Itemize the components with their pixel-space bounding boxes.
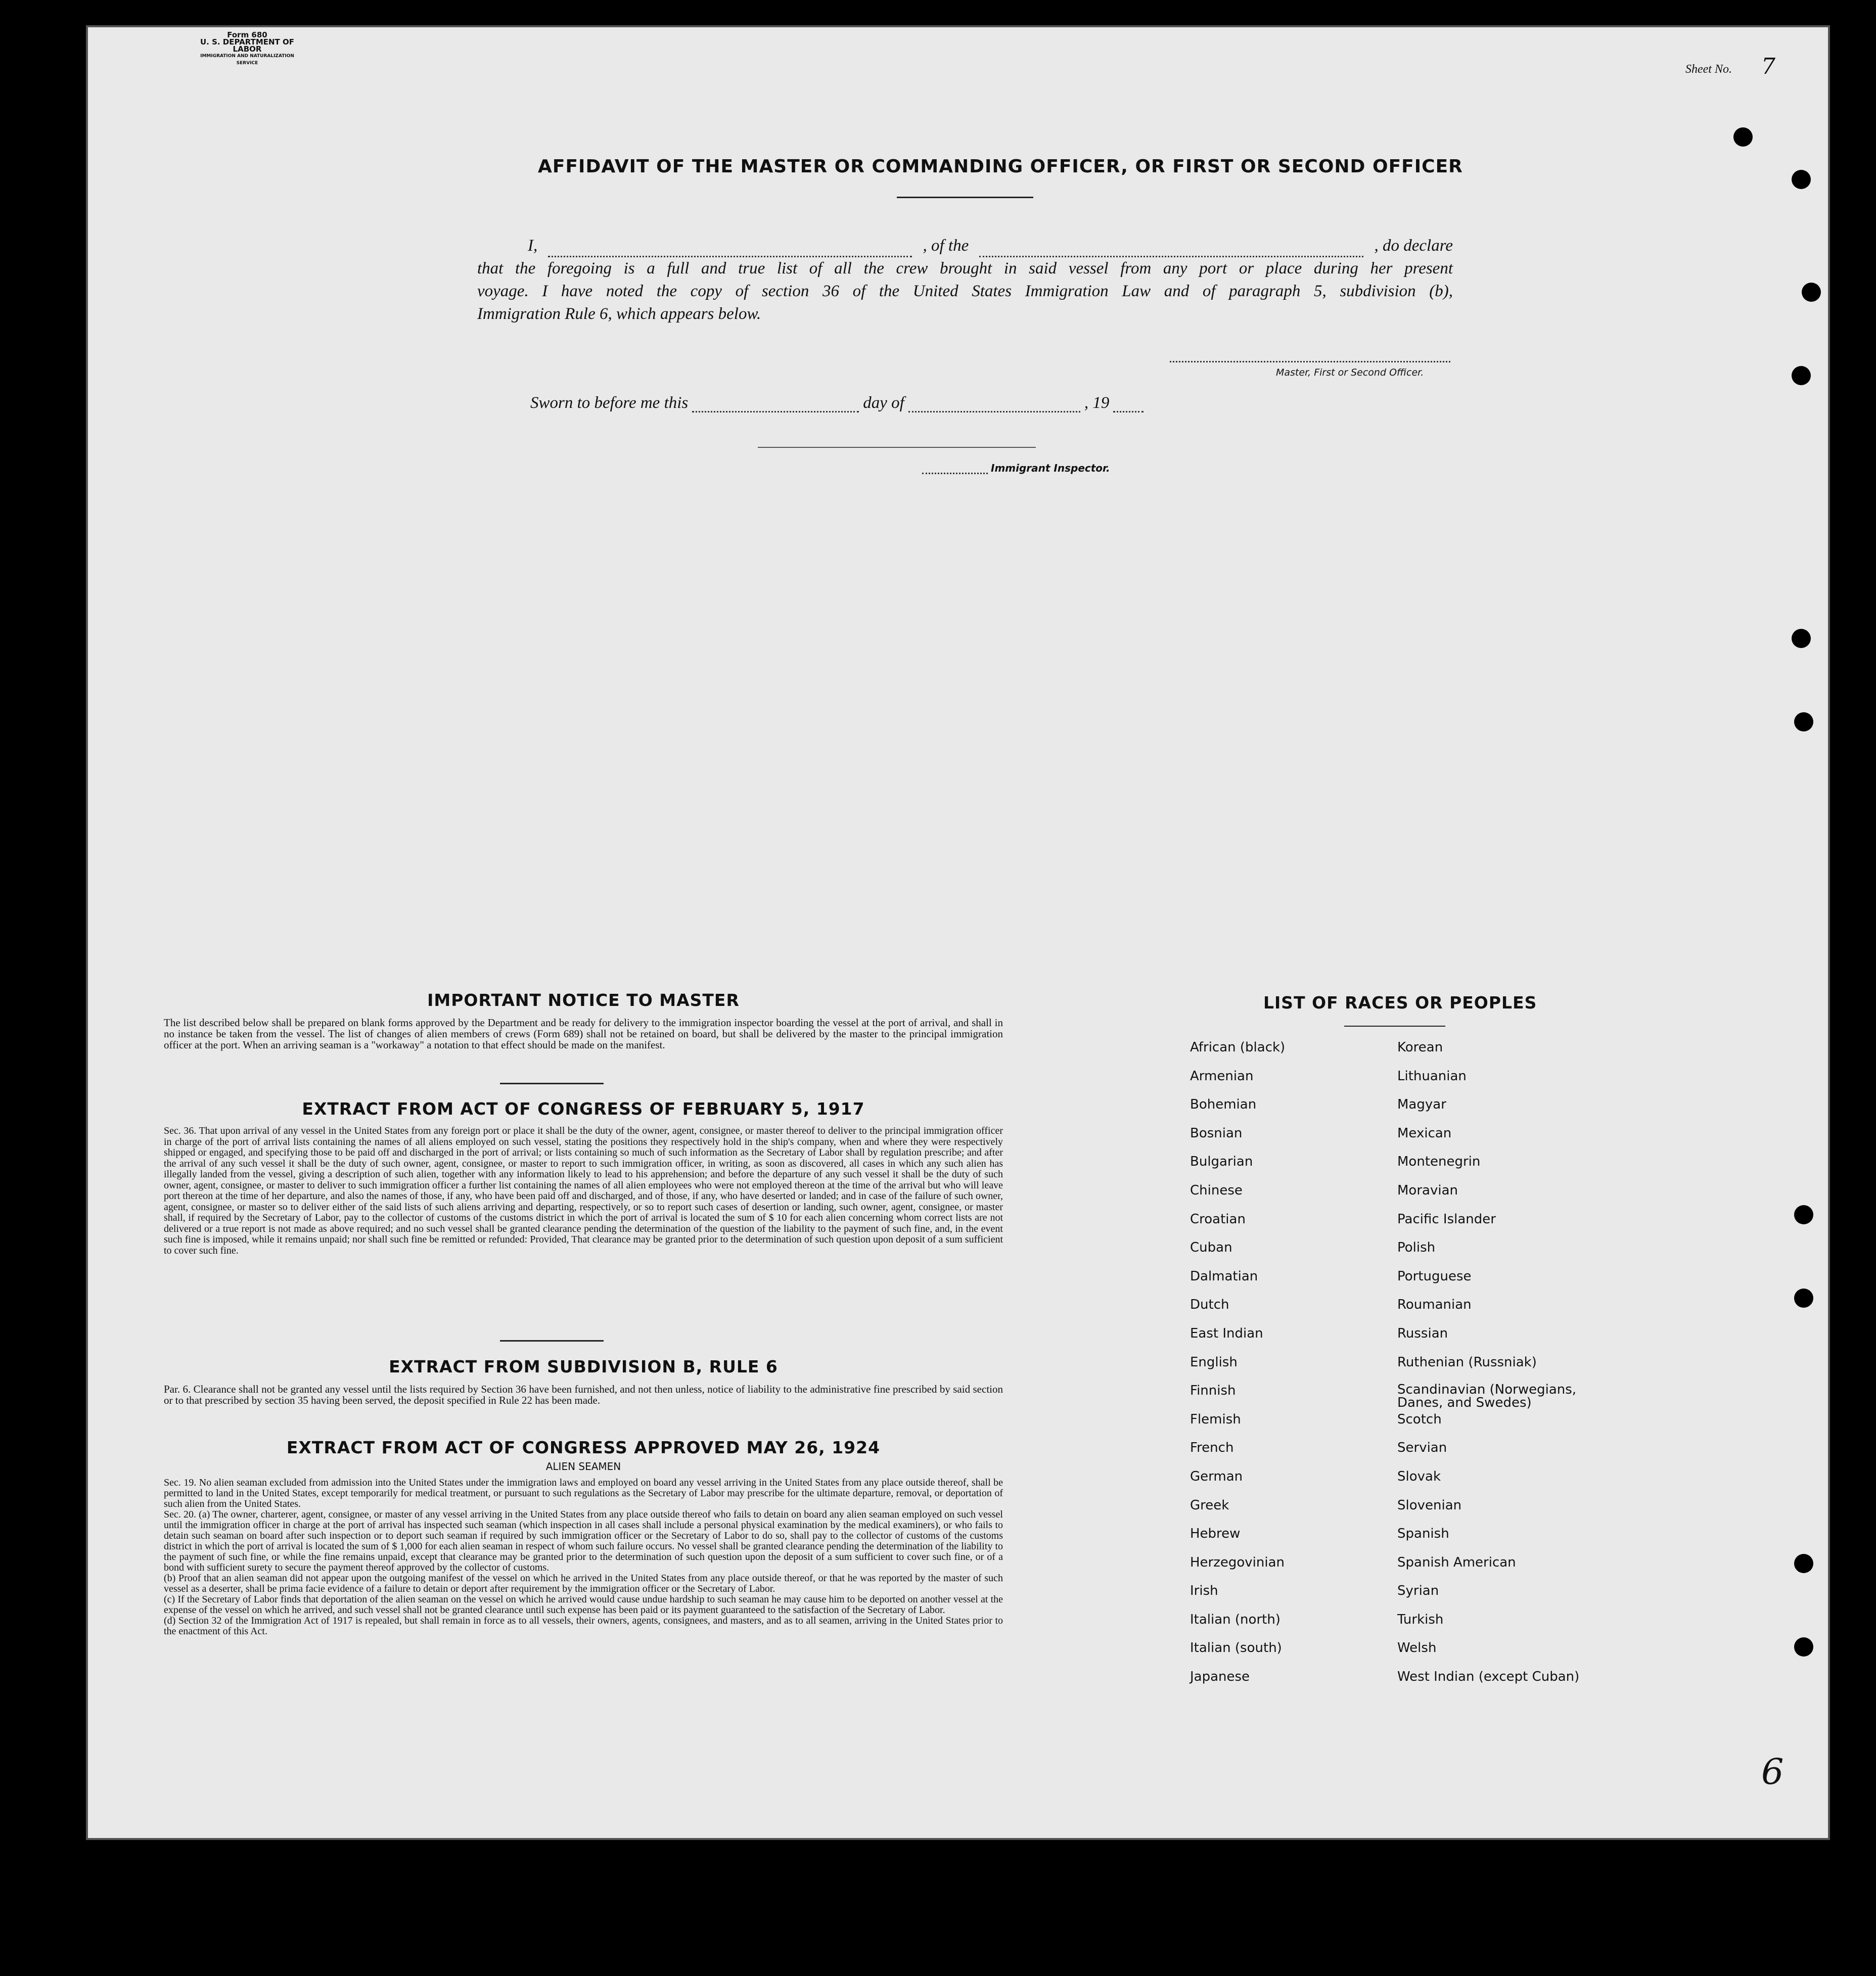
race-entry: East Indian	[1190, 1325, 1263, 1341]
race-row	[1190, 1412, 1589, 1441]
race-entry: Slovenian	[1397, 1497, 1462, 1513]
race-entry: Scotch	[1397, 1411, 1442, 1427]
race-entry: Bohemian	[1190, 1097, 1257, 1113]
race-entry: Italian (south)	[1190, 1640, 1282, 1656]
form-sheet	[86, 25, 1830, 1840]
sworn-month-field[interactable]	[908, 411, 1080, 412]
race-entry: Chinese	[1190, 1182, 1243, 1198]
race-entry: Ruthenian (Russniak)	[1397, 1354, 1537, 1370]
race-entry: Korean	[1397, 1040, 1443, 1055]
section-20a: Sec. 20. (a) The owner, charterer, agent, consignee, or master of any vessel arriving in the United States from any place outside thereof who fails to detain on board any alien seaman employed on such vessel until the immigration officer in charge at the port of arrival has inspected such seaman (which inspection in all cases shall include a personal physical examination by the medical examiners), or who fails to detain such seaman on board after such inspection or to deport such seaman if required by such immigration officer or the Secretary of Labor to do so, shall pay to the collector of customs of the customs district in which the port of arrival is located the sum of $ 1,000 for each alien seaman in respect of whom such failure occurs. No vessel shall be granted clearance pending the determination of the liability to the payment of such fine, or while the fine remains unpaid, except that clearance may be granted prior to the determination of such question upon the deposit of a sum sufficient to cover such fine, or of a bond with sufficient surety to secure the payment thereof approved by the collector of customs.	[164, 1509, 1003, 1573]
divider	[500, 1083, 604, 1084]
race-entry: West Indian (except Cuban)	[1397, 1669, 1580, 1685]
race-row	[1190, 1440, 1589, 1469]
race-entry: Moravian	[1397, 1182, 1458, 1198]
race-row	[1190, 1269, 1589, 1298]
extract-rule6-section	[164, 1357, 1003, 1406]
binder-hole-icon	[1794, 1205, 1813, 1224]
race-entry: Cuban	[1190, 1240, 1232, 1256]
race-entry: Montenegrin	[1397, 1154, 1481, 1170]
binder-hole-icon	[1794, 1554, 1813, 1573]
title-divider	[897, 197, 1033, 198]
declare-label: , do declare	[1374, 237, 1453, 255]
race-row	[1190, 1097, 1589, 1126]
race-entry: African (black)	[1190, 1040, 1286, 1055]
sworn-day-field[interactable]	[692, 411, 859, 412]
extract-1917-body: Sec. 36. That upon arrival of any vessel in the United States from any foreign port or place it shall be the duty of the owner, agent, consignee, or master thereof to deliver to the principal immigration officer in charge of the port of arrival lists containing the names of all aliens employed on such vessel, stating the positions they respectively hold in the ship's company, when and where they were respectively shipped or engaged, and specifying those to be paid off and discharged in the port of arrival; or lists containing so much of such information as the Secretary of Labor shall by regulation prescribe; and after the arrival of any such vessel it shall be the duty of such owner, agent, consignee, or master to report to such immigration officer, in writing, as soon as discovered, all cases in which any such alien has illegally landed from the vessel, giving a description of such alien, together with any information likely to lead to his apprehension; and before the departure of any such vessel it shall be the duty of such owner, agent, consignee, or master to deliver to such immigration officer a further list containing the names of all alien employees who were not employed thereon at the time of the arrival but who will leave port thereon at the time of her departure, and also the names of those, if any, who have been paid off and discharged, and of those, if any, who have deserted or landed; and in case of the failure of such owner, agent, consignee, or master so to deliver either of the said lists of such aliens arriving and departing, respectively, or so to report such cases of desertion or landing, such owner, agent, consignee, or master shall, if required by the Secretary of Labor, pay to the collector of customs of the customs district in which the port of arrival is located the sum of $ 10 for each alien concerning whom correct lists are not delivered or a true report is not made as above required; and no such vessel shall be granted clearance pending the determination of the question of the liability to the payment of such fine, and, in the event such fine is imposed, while it remains unpaid; nor shall such fine be remitted or refunded: Provided, That clearance may be granted prior to the determination of such question upon deposit of a sum sufficient to cover such fine.	[164, 1125, 1003, 1256]
race-entry: Japanese	[1190, 1669, 1250, 1685]
binder-hole-icon	[1794, 1637, 1813, 1657]
race-row	[1190, 1040, 1589, 1069]
sheet-number-handwritten: 7	[1761, 54, 1775, 79]
race-entry: Italian (north)	[1190, 1612, 1280, 1627]
affidavit-statement	[477, 235, 1453, 326]
race-entry: Herzegovinian	[1190, 1554, 1285, 1570]
statement-line-3: voyage. I have noted the copy of section 36 of the United States Immigration Law and of paragraph 5, subdivision (b),	[477, 282, 1453, 300]
divider	[500, 1340, 604, 1342]
extract-1917-section	[164, 1099, 1003, 1256]
race-row	[1190, 1612, 1589, 1641]
race-entry: Dutch	[1190, 1297, 1229, 1313]
race-entry: Greek	[1190, 1497, 1229, 1513]
sworn-year-field[interactable]	[1113, 411, 1143, 412]
race-entry: Flemish	[1190, 1411, 1241, 1427]
notice-title: IMPORTANT NOTICE TO MASTER	[427, 990, 740, 1010]
binder-hole-icon	[1802, 283, 1821, 302]
day-of-label: day of	[863, 394, 904, 412]
race-entry: Bosnian	[1190, 1125, 1243, 1141]
officer-signature-label: Master, First or Second Officer.	[1276, 367, 1424, 378]
race-row	[1190, 1297, 1589, 1326]
race-entry: Bulgarian	[1190, 1154, 1253, 1170]
race-row	[1190, 1355, 1589, 1384]
race-row	[1190, 1126, 1589, 1155]
affidavit-title: AFFIDAVIT OF THE MASTER OR COMMANDING OFFICER, OR FIRST OR SECOND OFFICER	[538, 156, 1463, 177]
race-entry: German	[1190, 1468, 1243, 1484]
race-entry: Polish	[1397, 1240, 1436, 1256]
binder-hole-icon	[1733, 127, 1753, 147]
inspector-name-field[interactable]	[922, 473, 988, 474]
race-entry: Spanish	[1397, 1526, 1449, 1542]
race-entry: Mexican	[1397, 1125, 1452, 1141]
race-row	[1190, 1183, 1589, 1212]
extract-rule6-title: EXTRACT FROM SUBDIVISION B, RULE 6	[389, 1357, 778, 1376]
race-entry: Turkish	[1397, 1612, 1444, 1627]
races-table	[1190, 1040, 1589, 1698]
race-entry: Scandinavian (Norwegians, Danes, and Swedes)	[1397, 1382, 1577, 1411]
race-row	[1190, 1498, 1589, 1527]
race-row	[1190, 1469, 1589, 1498]
race-entry: Finnish	[1190, 1383, 1236, 1399]
statement-line-2: that the foregoing is a full and true list of all the crew brought in said vessel from any port or place during her present	[477, 259, 1453, 278]
statement-line-4: Immigration Rule 6, which appears below.	[477, 305, 761, 323]
service-name: IMMIGRATION AND NATURALIZATION SERVICE	[200, 54, 294, 66]
form-header	[197, 31, 298, 67]
race-entry: Spanish American	[1397, 1554, 1516, 1570]
section-20d: (d) Section 32 of the Immigration Act of 1917 is repealed, but shall remain in force as to all vessels, their owners, agents, consignees, and masters, and as to all seamen, arriving in the United States prior to the enactment of this Act.	[164, 1615, 1003, 1637]
race-entry: Pacific Islander	[1397, 1211, 1496, 1227]
affiant-prefix: I,	[528, 237, 538, 255]
section-20c: (c) If the Secretary of Labor finds that deportation of the alien seaman on the vessel on which he arrived would cause undue hardship to such seaman he may cause him to be deported on another vessel at the expense of the vessel on which he arrived, and such vessel shall not be granted clearance until such expense has been paid or its payment guaranteed to the satisfaction of the Secretary of Labor.	[164, 1594, 1003, 1616]
inspector-label: Immigrant Inspector.	[991, 462, 1110, 474]
race-entry: Croatian	[1190, 1211, 1246, 1227]
binder-hole-icon	[1792, 170, 1811, 189]
extract-rule6-body: Par. 6. Clearance shall not be granted any vessel until the lists required by Section 36 have been furnished, and not then unless, notice of liability to the administrative fine prescribed by said section or to that prescribed by section 35 having been served, the deposit specified in Rule 22 has been made.	[164, 1383, 1003, 1406]
extract-1924-subtitle: ALIEN SEAMEN	[545, 1460, 621, 1473]
race-row	[1190, 1212, 1589, 1240]
notice-section	[164, 990, 1003, 1050]
extract-1924-title: EXTRACT FROM ACT OF CONGRESS APPROVED MAY 26, 1924	[286, 1438, 881, 1457]
races-title: LIST OF RACES OR PEOPLES	[1263, 993, 1537, 1013]
race-entry: Magyar	[1397, 1097, 1446, 1113]
inspector-signature-line[interactable]	[758, 447, 1036, 448]
race-row	[1190, 1240, 1589, 1269]
sworn-label: Sworn to before me this	[530, 394, 689, 412]
affiant-name-field[interactable]	[548, 235, 912, 257]
race-entry: Portuguese	[1397, 1268, 1472, 1284]
race-row	[1190, 1154, 1589, 1183]
race-entry: Servian	[1397, 1440, 1447, 1456]
race-entry: Russian	[1397, 1325, 1448, 1341]
binder-hole-icon	[1792, 366, 1811, 385]
binder-hole-icon	[1792, 629, 1811, 648]
handwritten-mark: 6	[1761, 1751, 1784, 1793]
race-row	[1190, 1555, 1589, 1584]
race-entry: Slovak	[1397, 1468, 1441, 1484]
race-entry: Hebrew	[1190, 1526, 1241, 1542]
race-row	[1190, 1069, 1589, 1097]
race-entry: Armenian	[1190, 1068, 1254, 1084]
race-entry: Irish	[1190, 1583, 1218, 1599]
form-number: Form 680	[227, 30, 267, 39]
department-name: U. S. DEPARTMENT OF LABOR	[200, 37, 295, 54]
notice-body: The list described below shall be prepared on blank forms approved by the Department and be ready for delivery to the immigration inspector boarding the vessel at the port of arrival, and shall in no instance be taken from the vessel. The list of changes of alien members of crews (Form 689) shall not be retained on board, but shall be delivered by the master to the principal immigration officer at the port. When an arriving seaman is a "workaway" a notation to that effect should be made on the manifest.	[164, 1017, 1003, 1051]
sheet-number-label: Sheet No.	[1685, 63, 1732, 76]
race-entry: Lithuanian	[1397, 1068, 1467, 1084]
officer-signature-line[interactable]	[1170, 361, 1450, 362]
sworn-line	[530, 394, 1143, 412]
race-entry: French	[1190, 1440, 1234, 1456]
race-row	[1190, 1583, 1589, 1612]
race-row	[1190, 1669, 1589, 1698]
race-row	[1190, 1383, 1589, 1412]
extract-1924-section	[164, 1438, 1003, 1637]
races-divider	[1344, 1026, 1445, 1027]
race-entry: Roumanian	[1397, 1297, 1472, 1313]
race-entry: Dalmatian	[1190, 1268, 1258, 1284]
race-entry: English	[1190, 1354, 1238, 1370]
of-the-label: , of the	[923, 237, 969, 255]
inspector-row	[922, 462, 1110, 474]
race-row	[1190, 1640, 1589, 1669]
binder-hole-icon	[1794, 712, 1813, 731]
vessel-name-field[interactable]	[979, 235, 1363, 257]
race-row	[1190, 1326, 1589, 1355]
extract-1917-title: EXTRACT FROM ACT OF CONGRESS OF FEBRUARY 5, 1917	[302, 1099, 865, 1119]
section-20b: (b) Proof that an alien seaman did not appear upon the outgoing manifest of the vessel on which he arrived in the United States from any place outside thereof, or that he was reported by the master of such vessel as a deserter, shall be prima facie evidence of a failure to detain or deport after requirement by the immigration officer or the Secretary of Labor.	[164, 1573, 1003, 1594]
binder-hole-icon	[1794, 1289, 1813, 1308]
race-entry: Syrian	[1397, 1583, 1439, 1599]
race-entry: Welsh	[1397, 1640, 1437, 1656]
year-prefix: , 19	[1084, 394, 1110, 412]
section-19: Sec. 19. No alien seaman excluded from admission into the United States under the immigration laws and employed on board any vessel arriving in the United States from any place outside thereof, shall be permitted to land in the United States, except temporarily for medical treatment, or pursuant to such regulations as the Secretary of Labor may prescribe for the ultimate departure, removal, or deportation of such alien from the United States.	[164, 1477, 1003, 1509]
race-row	[1190, 1526, 1589, 1555]
